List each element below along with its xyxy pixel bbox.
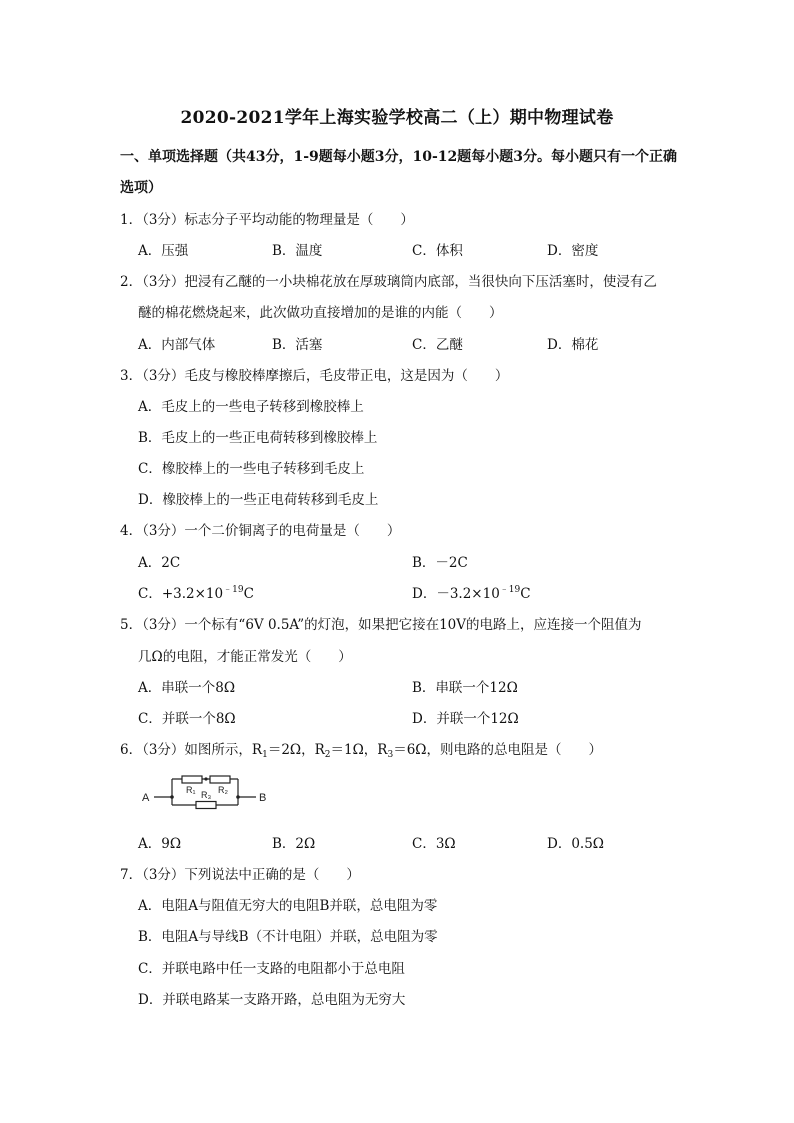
- q7-option-a: A．电阻A与阻值无穷大的电阻B并联，总电阻为零: [138, 898, 438, 914]
- q2-option-c: C．乙醚: [412, 337, 463, 353]
- resistor-r1: [182, 776, 202, 783]
- page-title: 2020-2021学年上海实验学校高二（上）期中物理试卷: [180, 108, 614, 128]
- question-7-stem: 7．（3分）下列说法中正确的是（ ）: [120, 867, 360, 883]
- label-b: B: [259, 792, 267, 804]
- section-heading-line1: 一、单项选择题（共43分，1-9题每小题3分，10-12题每小题3分。每小题只有一个正确: [120, 149, 678, 165]
- q1-option-c: C．体积: [412, 243, 463, 259]
- question-2-stem-line1: 2．（3分）把浸有乙醚的一小块棉花放在厚玻璃筒内底部，当很快向下压活塞时，使浸有乙: [120, 274, 657, 290]
- q4-option-d-exponent: ﹣19: [499, 585, 521, 595]
- circuit-diagram: [140, 775, 280, 813]
- q4-option-d: [412, 582, 531, 602]
- junction-top: [204, 777, 207, 780]
- q6-option-c: C．3Ω: [412, 836, 456, 852]
- q2-option-a: A．内部气体: [138, 337, 216, 353]
- q1-option-d: D．密度: [547, 243, 599, 259]
- q6-sub-2: 2: [324, 750, 331, 760]
- q3-option-b: B．毛皮上的一些正电荷转移到橡胶棒上: [138, 430, 378, 446]
- question-1-stem: 1．（3分）标志分子平均动能的物理量是（ ）: [120, 212, 414, 228]
- question-3-stem: 3．（3分）毛皮与橡胶棒摩擦后，毛皮带正电，这是因为（ ）: [120, 368, 509, 384]
- q6-option-b: B．2Ω: [272, 836, 316, 852]
- q2-option-d: D．棉花: [547, 337, 599, 353]
- q5-option-c: C．并联一个8Ω: [138, 711, 236, 727]
- q7-option-b: B．电阻A与导线B（不计电阻）并联，总电阻为零: [138, 929, 438, 945]
- q4-option-b: B．－2C: [412, 555, 468, 571]
- q3-option-d: D．橡胶棒上的一些正电荷转移到毛皮上: [138, 492, 379, 508]
- q6-stem-part: ＝6Ω，则电路的总电阻是（ ）: [393, 742, 602, 758]
- q4-option-c: [138, 582, 254, 602]
- q4-option-c-unit: C: [243, 586, 254, 602]
- label-r2: R₂: [218, 785, 228, 795]
- q2-option-b: B．活塞: [272, 337, 323, 353]
- q4-option-d-unit: C: [520, 586, 531, 602]
- q5-option-b: B．串联一个12Ω: [412, 680, 518, 696]
- q4-option-d-base: D．－3.2×10: [412, 586, 500, 602]
- q3-option-a: A．毛皮上的一些电子转移到橡胶棒上: [138, 399, 364, 415]
- label-r1: R₁: [186, 785, 196, 795]
- q1-option-b: B．温度: [272, 243, 323, 259]
- q6-stem-part: ＝1Ω，R: [330, 742, 388, 758]
- question-4-stem: 4．（3分）一个二价铜离子的电荷量是（ ）: [120, 523, 401, 539]
- question-2-stem-line2: 醚的棉花燃烧起来，此次做功直接增加的是谁的内能（ ）: [138, 305, 503, 321]
- label-a: A: [142, 792, 150, 804]
- question-5-stem-line2: 几Ω的电阻，才能正常发光（ ）: [138, 649, 352, 665]
- q5-option-a: A．串联一个8Ω: [138, 680, 236, 696]
- junction-left: [170, 795, 174, 799]
- q3-option-c: C．橡胶棒上的一些电子转移到毛皮上: [138, 461, 365, 477]
- q1-option-a: A．压强: [138, 243, 189, 259]
- resistor-r2: [210, 776, 230, 783]
- q6-option-d: D．0.5Ω: [547, 836, 604, 852]
- q7-option-c: C．并联电路中任一支路的电阻都小于总电阻: [138, 961, 405, 977]
- q6-stem-part: ＝2Ω，R: [267, 742, 325, 758]
- question-6-stem: [120, 738, 602, 760]
- q4-option-c-base: C．+3.2×10: [138, 586, 224, 602]
- resistor-r3: [196, 802, 216, 809]
- q5-option-d: D．并联一个12Ω: [412, 711, 519, 727]
- label-r3: R₃: [201, 790, 212, 800]
- q6-sub-1: 1: [262, 750, 268, 760]
- q6-stem-prefix: 6．（3分）如图所示，R: [120, 742, 263, 758]
- question-5-stem-line1: 5．（3分）一个标有“6V 0.5A”的灯泡，如果把它接在10V的电路上，应连接一个阻值为: [120, 617, 642, 633]
- q6-sub-3: 3: [387, 750, 394, 760]
- junction-right: [236, 795, 240, 799]
- q6-option-a: A．9Ω: [138, 836, 182, 852]
- q4-option-a: A．2C: [138, 555, 181, 571]
- section-heading-line2: 选项）: [120, 180, 162, 196]
- q4-option-c-exponent: ﹣19: [223, 585, 244, 595]
- q7-option-d: D．并联电路某一支路开路，总电阻为无穷大: [138, 992, 406, 1008]
